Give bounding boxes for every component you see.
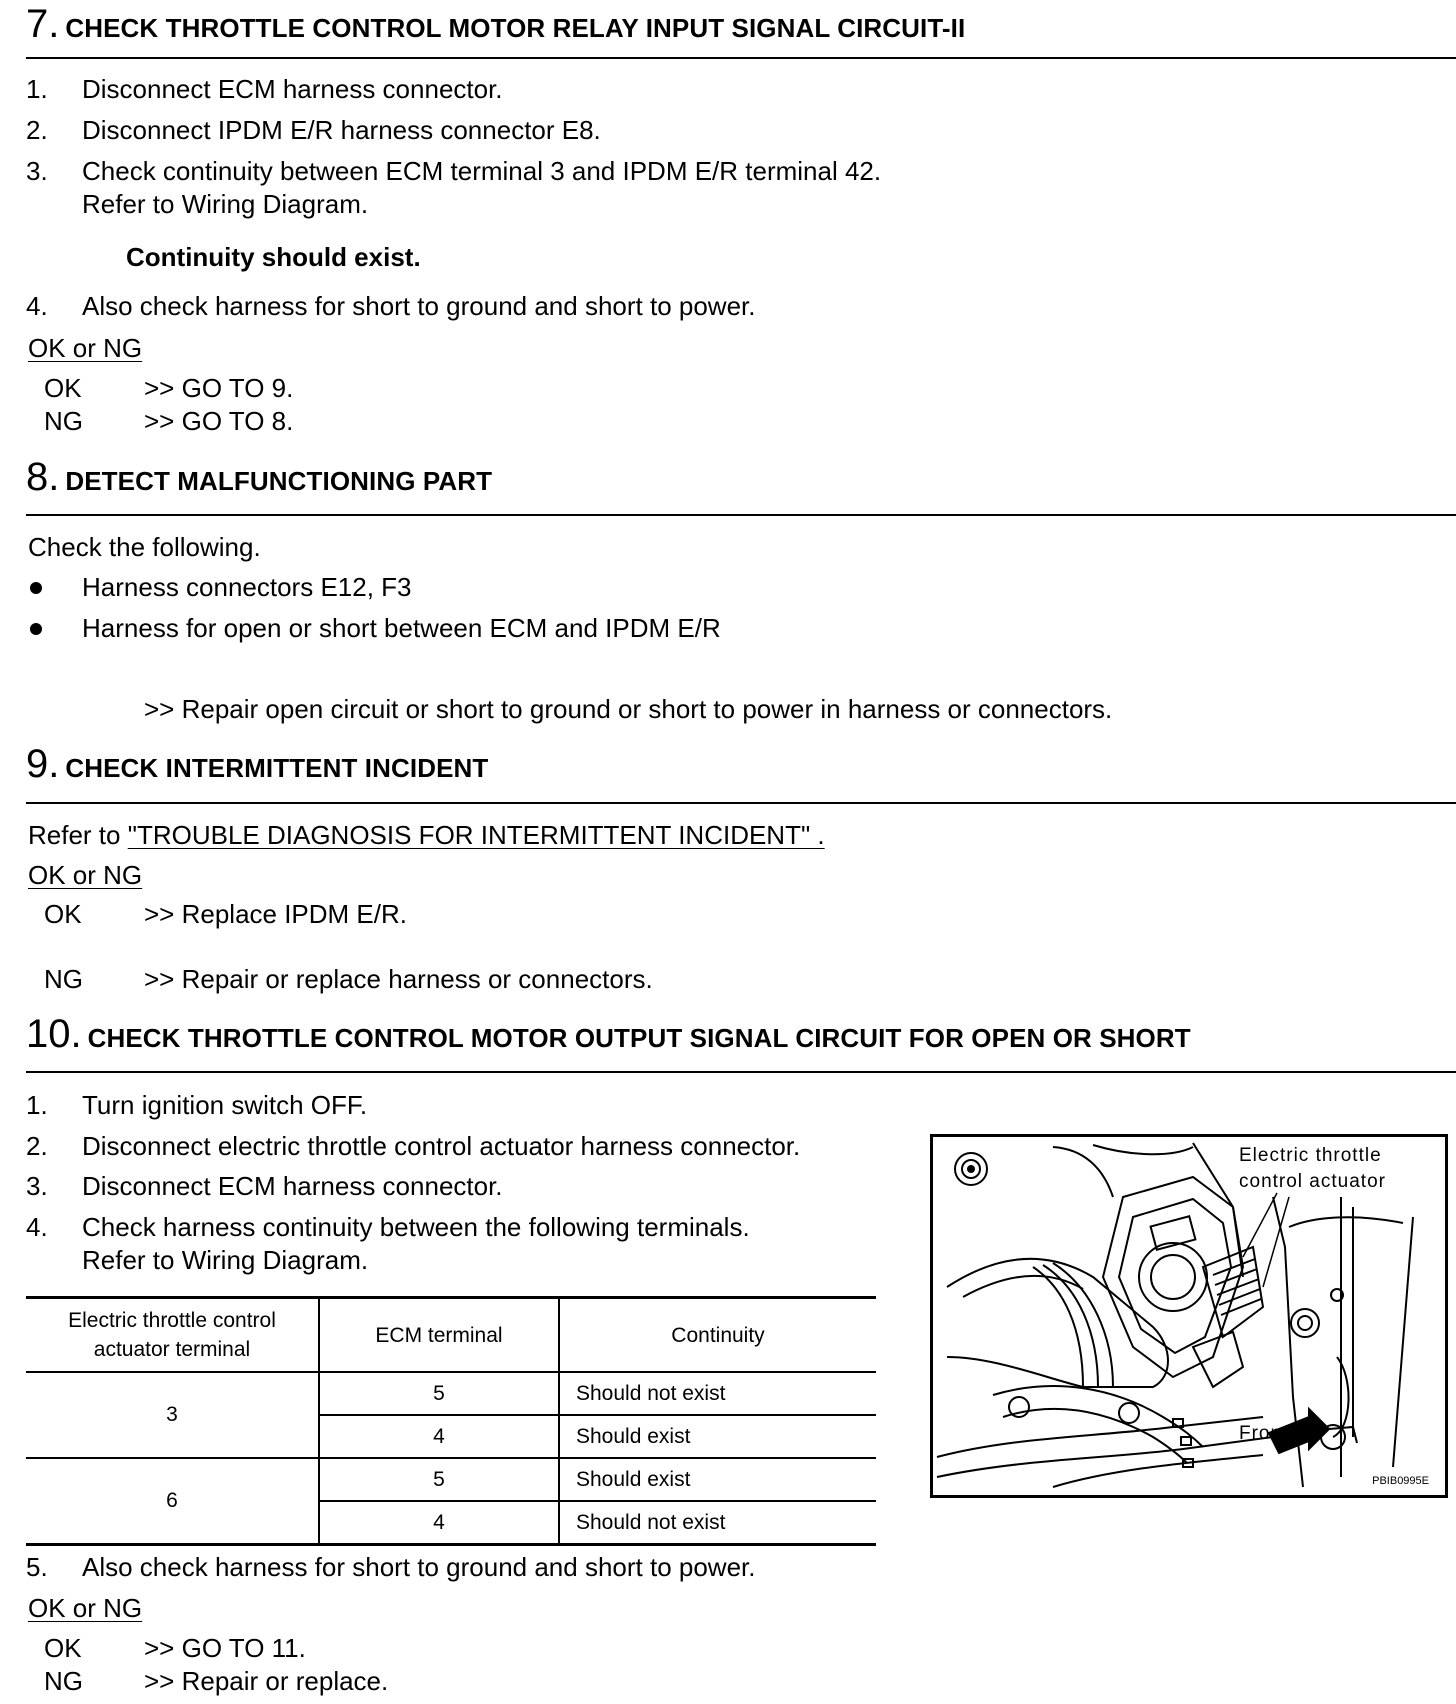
actuator-terminal-cell: 3 bbox=[26, 1372, 319, 1458]
ng-result: >> Repair or replace harness or connectors. bbox=[144, 964, 653, 994]
item-number: 4. bbox=[26, 291, 48, 321]
header-text: Electric throttle control bbox=[68, 1309, 276, 1332]
ecm-terminal-cell: 4 bbox=[319, 1415, 559, 1458]
bullet-text: Harness for open or short between ECM and IPDM E/R bbox=[82, 613, 721, 643]
step-9-ok-or-ng: OK or NG bbox=[28, 860, 143, 890]
note-text: Continuity should exist. bbox=[126, 242, 421, 272]
step-10-ok-or-ng: OK or NG bbox=[28, 1593, 143, 1623]
item-text: Disconnect IPDM E/R harness connector E8. bbox=[82, 115, 601, 145]
item-text: Disconnect ECM harness connector. bbox=[82, 1171, 503, 1201]
continuity-cell: Should exist bbox=[559, 1458, 876, 1501]
item-text: Refer to Wiring Diagram. bbox=[82, 189, 369, 219]
bullet-icon bbox=[30, 582, 42, 594]
step-10-header bbox=[26, 1012, 1191, 1057]
step-9-title: CHECK INTERMITTENT INCIDENT bbox=[65, 753, 489, 783]
step-7-item-3-continued bbox=[82, 189, 368, 220]
header-text: actuator terminal bbox=[93, 1338, 251, 1361]
trouble-diagnosis-link[interactable]: "TROUBLE DIAGNOSIS FOR INTERMITTENT INCIDENT" . bbox=[127, 820, 825, 850]
continuity-cell: Should not exist bbox=[559, 1501, 876, 1545]
item-text: Turn ignition switch OFF. bbox=[82, 1090, 368, 1120]
bullet-text: Harness connectors E12, F3 bbox=[82, 572, 412, 602]
step-8-intro: Check the following. bbox=[28, 532, 261, 562]
table-row bbox=[26, 1372, 876, 1415]
step-7-number: 7. bbox=[26, 2, 60, 46]
item-number: 2. bbox=[26, 1131, 48, 1161]
ng-label: NG bbox=[44, 1666, 83, 1696]
step-7-title: CHECK THROTTLE CONTROL MOTOR RELAY INPUT SIGNAL CIRCUIT-II bbox=[65, 13, 966, 43]
ng-label: NG bbox=[44, 406, 83, 436]
step-9-refer bbox=[28, 820, 825, 851]
table-row bbox=[26, 1458, 876, 1501]
step-8-number: 8. bbox=[26, 455, 60, 499]
item-text: Also check harness for short to ground and short to power. bbox=[82, 291, 756, 321]
continuity-table bbox=[26, 1296, 876, 1546]
item-text: Also check harness for short to ground and short to power. bbox=[82, 1552, 756, 1582]
step-9-number: 9. bbox=[26, 742, 60, 786]
item-text: Refer to Wiring Diagram. bbox=[82, 1245, 369, 1275]
item-number: 1. bbox=[26, 74, 48, 104]
goto-step-8-link[interactable]: >> GO TO 8. bbox=[144, 406, 294, 436]
refer-prefix: Refer to bbox=[28, 820, 121, 850]
step-8-divider bbox=[26, 514, 1456, 516]
ecm-terminal-cell: 5 bbox=[319, 1372, 559, 1415]
header-continuity: Continuity bbox=[559, 1298, 876, 1373]
header-actuator-terminal bbox=[26, 1298, 319, 1373]
continuity-cell: Should exist bbox=[559, 1415, 876, 1458]
ok-label: OK bbox=[44, 1633, 82, 1663]
item-number: 4. bbox=[26, 1212, 48, 1242]
item-text: Disconnect electric throttle control actuator harness connector. bbox=[82, 1131, 801, 1161]
item-number: 1. bbox=[26, 1090, 48, 1120]
callout-line: Electric throttle bbox=[1239, 1145, 1382, 1166]
item-number: 3. bbox=[26, 156, 48, 186]
ng-label: NG bbox=[44, 964, 83, 994]
figure-id: PBIB0995E bbox=[1372, 1475, 1429, 1487]
step-9-divider bbox=[26, 802, 1456, 804]
front-label: Front bbox=[1239, 1423, 1289, 1444]
item-text: Check continuity between ECM terminal 3 and IPDM E/R terminal 42. bbox=[82, 156, 882, 186]
ok-result: >> Replace IPDM E/R. bbox=[144, 899, 407, 929]
step-10-number: 10. bbox=[26, 1012, 82, 1056]
step-9-header bbox=[26, 742, 488, 787]
callout-line: control actuator bbox=[1239, 1171, 1386, 1192]
step-8-header bbox=[26, 455, 492, 500]
throttle-actuator-figure bbox=[930, 1134, 1448, 1498]
item-number: 5. bbox=[26, 1552, 48, 1582]
item-text: Check harness continuity between the following terminals. bbox=[82, 1212, 750, 1242]
item-number: 2. bbox=[26, 115, 48, 145]
actuator-terminal-cell: 6 bbox=[26, 1458, 319, 1545]
goto-step-11-link[interactable]: >> GO TO 11. bbox=[144, 1633, 306, 1663]
step-7-continuity-note bbox=[126, 242, 421, 273]
ok-label: OK bbox=[44, 373, 82, 403]
bullet-icon bbox=[30, 623, 42, 635]
actuator-callout bbox=[1239, 1143, 1386, 1195]
step-10-title: CHECK THROTTLE CONTROL MOTOR OUTPUT SIGNAL CIRCUIT FOR OPEN OR SHORT bbox=[87, 1023, 1191, 1053]
goto-step-9-link[interactable]: >> GO TO 9. bbox=[144, 373, 294, 403]
step-7-ok-or-ng: OK or NG bbox=[28, 333, 143, 363]
step-7-divider bbox=[26, 57, 1456, 59]
step-8-result: >> Repair open circuit or short to ground or short to power in harness or connectors. bbox=[144, 694, 1113, 724]
item-text: Disconnect ECM harness connector. bbox=[82, 74, 503, 104]
item-number: 3. bbox=[26, 1171, 48, 1201]
header-ecm-terminal: ECM terminal bbox=[319, 1298, 559, 1373]
ok-label: OK bbox=[44, 899, 82, 929]
step-10-item-4-continued bbox=[82, 1245, 368, 1276]
continuity-cell: Should not exist bbox=[559, 1372, 876, 1415]
ecm-terminal-cell: 5 bbox=[319, 1458, 559, 1501]
ng-result: >> Repair or replace. bbox=[144, 1666, 389, 1696]
step-7-header bbox=[26, 2, 965, 47]
ecm-terminal-cell: 4 bbox=[319, 1501, 559, 1545]
step-8-title: DETECT MALFUNCTIONING PART bbox=[65, 466, 493, 496]
step-10-divider bbox=[26, 1071, 1456, 1073]
table-header-row bbox=[26, 1298, 876, 1373]
